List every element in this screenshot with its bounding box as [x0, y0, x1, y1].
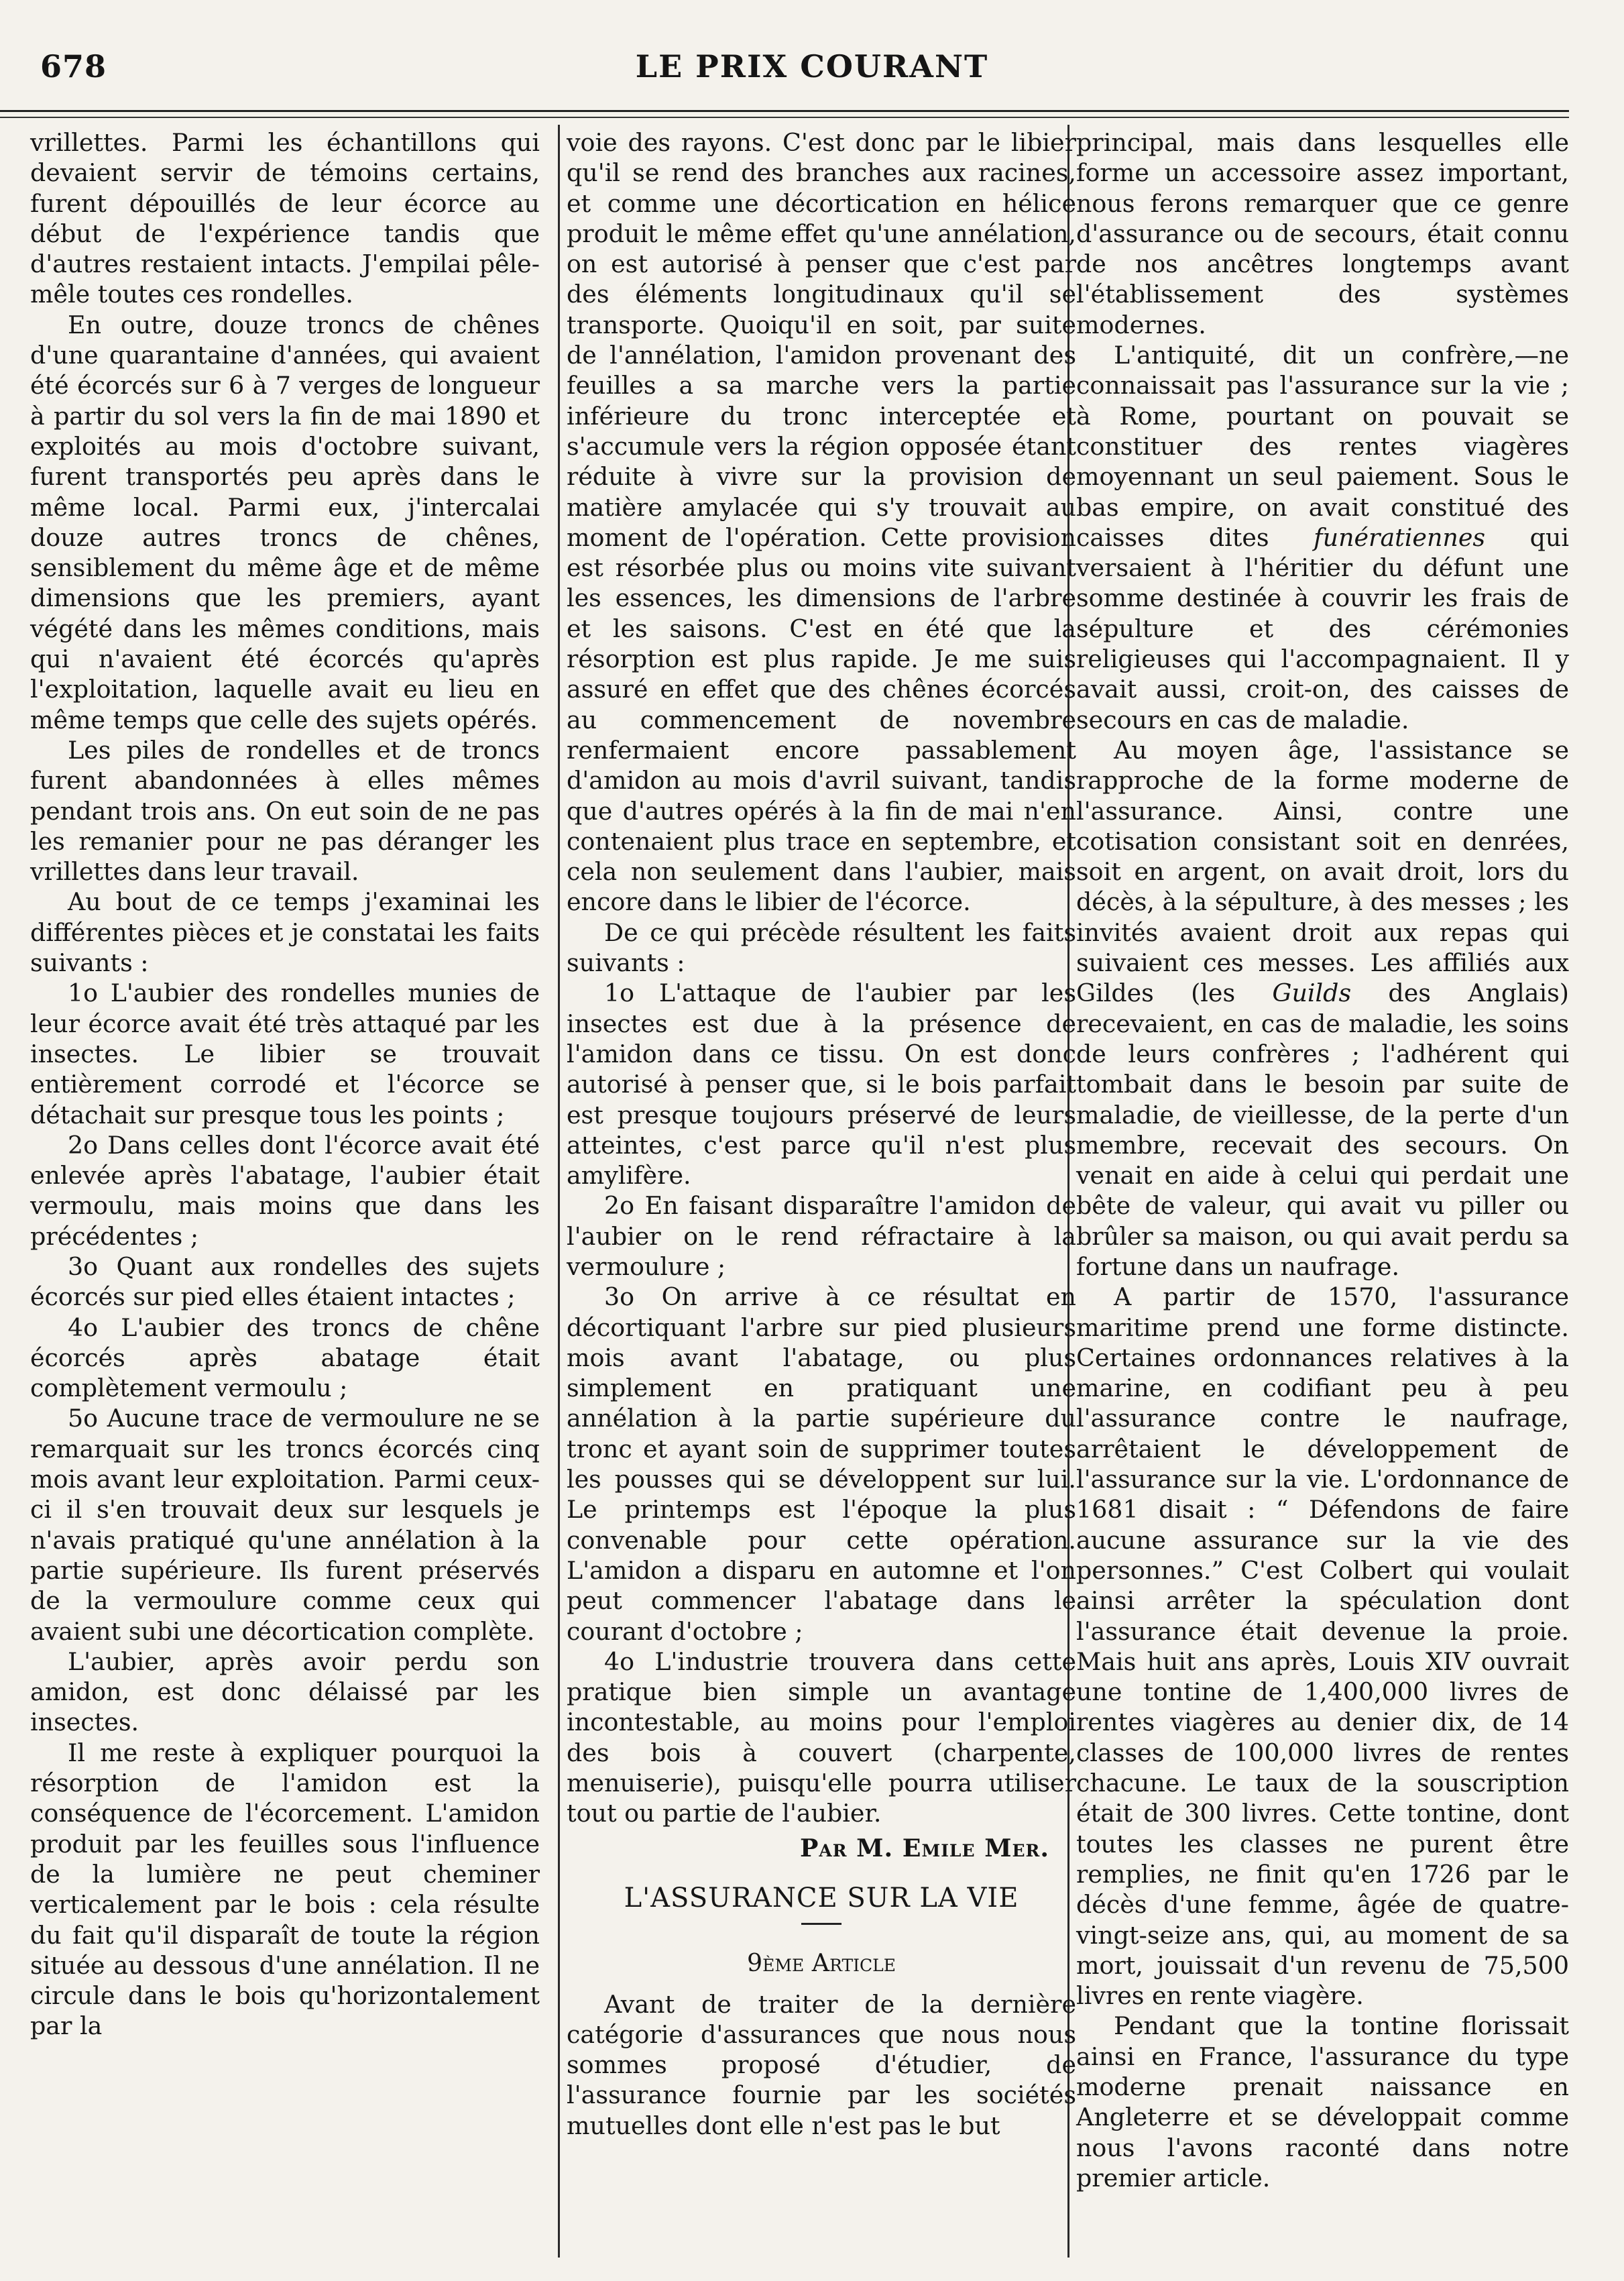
paragraph: Les piles de rondelles et de troncs furent abandonnées à elles mêmes pendant trois ans. On eut soin de ne pas les remanier pour ne pas déranger les vrillettes dans leur travail.: [30, 735, 540, 887]
paragraph: [1076, 735, 1569, 1282]
paragraph: 2o Dans celles dont l'écorce avait été enlevée après l'abatage, l'aubier était vermoulu, mais moins que dans les précédentes ;: [30, 1130, 540, 1251]
paragraph: Pendant que la tontine florissait ainsi en France, l'assurance du type moderne prenait naissance en Angleterre et se développait comme nous l'avons raconté dans notre premier article.: [1076, 2011, 1569, 2192]
title-dash: [801, 1923, 842, 1925]
text-run: des Anglais) recevaient, en cas de maladie, les soins de leurs confrères ; l'adhérent qui tombait dans le besoin par suite de maladie, de vieillesse, de la perte d'un membre, recevait des secours. On venait en aide à celui qui perdait une bête de valeur, qui avait vu piller ou brûler sa maison, ou qui avait perdu sa fortune dans un naufrage.: [1076, 979, 1570, 1281]
text-run: L'antiquité, dit un confrère,—ne connaissait pas l'assurance sur la vie ; à Rome, pourtant on pouvait se constituer des rentes viagères moyennant un seul paiement. Sous le bas empire, on avait constitué des caisses dites: [1076, 341, 1569, 552]
italic-term: funératiennes: [1314, 522, 1486, 552]
text-run: Au moyen âge, l'assistance se rapproche de la forme moderne de l'assurance. Ainsi, contre une cotisation consistant soit en denrées, soit en argent, on avait droit, lors du décès, à la sépulture, à des messes ; les invités avaient droit aux repas qui suivaient ces messes. Les affiliés aux Gildes (les: [1076, 735, 1569, 1008]
paragraph: Il me reste à expliquer pourquoi la résorption de l'amidon est la conséquence de l'écorcement. L'amidon produit par les feuilles sous l'influence de la lumière ne peut cheminer verticalement par le bois : cela résulte du fait qu'il disparaît de toute la région située au dessous d'une annélation. Il ne circule dans le bois qu'horizontalement par la: [30, 1738, 540, 2041]
paragraph: principal, mais dans lesquelles elle forme un accessoire assez important, nous ferons remarquer que ce genre d'assurance ou de secours, était connu de nos ancêtres longtemps avant l'établissement des systèmes modernes.: [1076, 128, 1569, 339]
paragraph: A partir de 1570, l'assurance maritime prend une forme distincte. Certaines ordonnances relatives à la marine, en codifiant peu à peu l'assurance contre le naufrage, arrêtaient le développement de l'assurance sur la vie. L'ordonnance de 1681 disait : “ Défendons de faire aucune assurance sur la vie des personnes.” C'est Colbert qui voulait ainsi arrêter la spéculation dont l'assurance était devenue la proie. Mais huit ans après, Louis XIV ouvrait une tontine de 1,400,000 livres de rentes viagères au denier dix, de 14 classes de 100,000 livres de rentes chacune. Le taux de la souscription était de 300 livres. Cette tontine, dont toutes les classes ne purent être remplies, ne finit qu'en 1726 par le décès d'une femme, âgée de quatre-vingt-seize ans, qui, au moment de sa mort, jouissait d'un revenu de 75,500 livres en rente viagère.: [1076, 1282, 1569, 2011]
paragraph: vrillettes. Parmi les échantillons qui devaient servir de témoins certains, furent dépouillés de leur écorce au début de l'expérience tandis que d'autres restaient intacts. J'empilai pêle-mêle toutes ces rondelles.: [30, 128, 540, 309]
column-2: [567, 127, 1076, 2141]
page-number: 678: [40, 48, 107, 85]
paragraph: Avant de traiter de la dernière catégorie d'assurances que nous nous sommes proposé d'étudier, de l'assurance fournie par les sociétés mutuelles dont elle n'est pas le but: [567, 1989, 1076, 2140]
paragraph: 1o L'aubier des rondelles munies de leur écorce avait été très attaqué par les insectes. Le libier se trouvait entièrement corrodé et l'écorce se détachait sur presque tous les points ;: [30, 979, 540, 1129]
column-3: [1076, 127, 1569, 2193]
paragraph: 5o Aucune trace de vermoulure ne se remarquait sur les troncs écorcés cinq mois avant leur exploitation. Parmi ceux-ci il s'en trouvait deux sur lesquels je n'avais pratiqué qu'une annélation à la partie supérieure. Ils furent préservés de la vermoulure comme ceux qui avaient subi une décortication complète.: [30, 1404, 540, 1646]
paragraph: 3o On arrive à ce résultat en décortiquant l'arbre sur pied plusieurs mois avant l'abatage, ou plus simplement en pratiquant une annélation à la partie supérieure du tronc et ayant soin de supprimer toutes les pousses qui se développent sur lui. Le printemps est l'époque la plus convenable pour cette opération. L'amidon a disparu en automne et l'on peut commencer l'abatage dans le courant d'octobre ;: [567, 1282, 1076, 1646]
paragraph: L'aubier, après avoir perdu son amidon, est donc délaissé par les insectes.: [30, 1647, 540, 1737]
paragraph: De ce qui précède résultent les faits suivants :: [567, 917, 1076, 978]
text-columns: [0, 127, 1624, 2260]
page-header: [0, 40, 1624, 94]
article-title: L'ASSURANCE SUR LA VIE: [624, 1882, 1019, 1913]
paragraph: 2o En faisant disparaître l'amidon de l'aubier on le rend réfractaire à la vermoulure ;: [567, 1191, 1076, 1281]
paragraph: 4o L'industrie trouvera dans cette pratique bien simple un avantage incontestable, au moins pour l'emploi des bois à couvert (charpente, menuiserie), puisqu'elle pourra utiliser tout ou partie de l'aubier.: [567, 1647, 1076, 1828]
header-rule-double: [0, 117, 1569, 118]
paragraph: En outre, douze troncs de chênes d'une quarantaine d'années, qui avaient été écorcés sur 6 à 7 verges de longueur à partir du sol vers la fin de mai 1890 et exploités au mois d'octobre suivant, furent transportés peu après dans le même local. Parmi eux, j'intercalai douze autres troncs de chênes, sensiblement du même âge et de même dimensions que les premiers, ayant végété dans les mêmes conditions, mais qui n'avaient été écorcés qu'après l'exploitation, laquelle avait eu lieu en même temps que celle des sujets opérés.: [30, 310, 540, 734]
italic-term: Guilds: [1272, 979, 1352, 1008]
article-subtitle: 9ème Article: [746, 1948, 896, 1978]
author-signature: Par M. Emile Mer.: [799, 1833, 1049, 1862]
header-rule: [0, 110, 1569, 112]
paragraph: 4o L'aubier des troncs de chêne écorcés après abatage était complètement vermoulu ;: [30, 1313, 540, 1403]
journal-title: LE PRIX COURANT: [635, 48, 989, 85]
paragraph: 1o L'attaque de l'aubier par les insectes est due à la présence de l'amidon dans ce tissu. On est donc autorisé à penser que, si le bois parfait est presque toujours préservé de leurs atteintes, c'est parce qu'il n'est plus amylifère.: [567, 979, 1076, 1190]
paragraph: voie des rayons. C'est donc par le libier qu'il se rend des branches aux racines, et comme une décortication en hélice produit le même effet qu'une annélation, on est autorisé à penser que c'est par des éléments longitudinaux qu'il se transporte. Quoiqu'il en soit, par suite de l'annélation, l'amidon provenant des feuilles a sa marche vers la partie inférieure du tronc interceptée et s'accumule vers la région opposée étant réduite à vivre sur la provision de matière amylacée qui s'y trouvait au moment de l'opération. Cette provision est résorbée plus ou moins vite suivant les essences, les dimensions de l'arbre et les saisons. C'est en été que la résorption est plus rapide. Je me suis assuré en effet que des chênes écorcés au commencement de novembre renfermaient encore passablement d'amidon au mois d'avril suivant, tandis que d'autres opérés à la fin de mai n'en contenaient plus trace en septembre, et cela non seulement dans l'aubier, mais encore dans le libier de l'écorce.: [567, 128, 1076, 917]
paragraph: [1076, 340, 1569, 735]
text-run: qui versaient à l'héritier du défunt une somme destinée à couvrir les frais de sépulture et des cérémonies religieuses qui l'accompagnaient. Il y avait aussi, croit-on, des caisses de secours en cas de maladie.: [1076, 522, 1569, 734]
column-1: [30, 127, 540, 2042]
paragraph: Au bout de ce temps j'examinai les différentes pièces et je constatai les faits suivants :: [30, 887, 540, 978]
paragraph: 3o Quant aux rondelles des sujets écorcés sur pied elles étaient intactes ;: [30, 1251, 540, 1312]
